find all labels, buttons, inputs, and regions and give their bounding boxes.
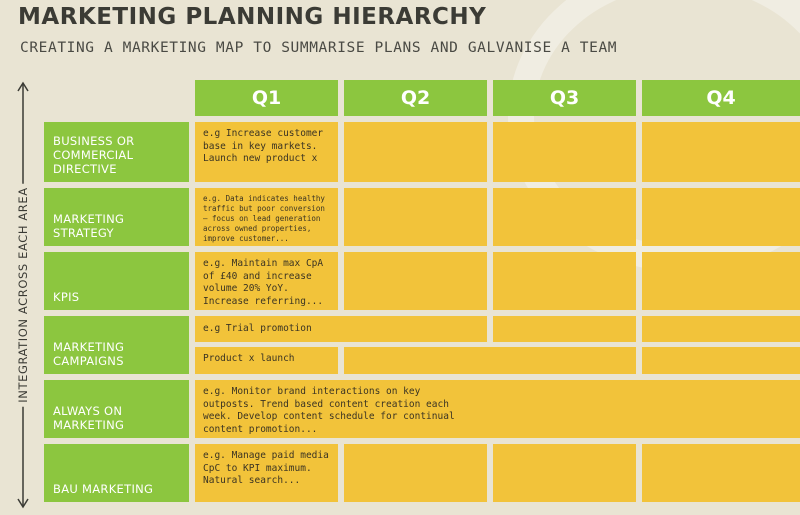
page-subtitle: CREATING A MARKETING MAP TO SUMMARISE PLANS AND GALVANISE A TEAM — [20, 40, 618, 56]
row-label-kpis — [44, 252, 189, 310]
row-label-business-directive — [44, 122, 189, 182]
cell-campaign-product-launch: Product x launch — [195, 347, 338, 374]
row-label-text: BUSINESS OR COMMERCIAL DIRECTIVE — [53, 134, 135, 176]
cell-bau-q4 — [642, 444, 800, 502]
cell-business-q2 — [344, 122, 487, 182]
cell-strategy-q3 — [493, 188, 636, 246]
row-label-text: MARKETING STRATEGY — [53, 212, 125, 240]
quarter-header-q2: Q2 — [344, 80, 487, 116]
quarter-header-q4: Q4 — [642, 80, 800, 116]
row-label-text: MARKETING CAMPAIGNS — [53, 340, 125, 368]
row-label-always-on-marketing — [44, 380, 189, 438]
cell-bau-q2 — [344, 444, 487, 502]
cell-campaign-row1-q3 — [493, 316, 636, 342]
row-label-marketing-strategy — [44, 188, 189, 246]
row-label-marketing-campaigns — [44, 316, 189, 374]
cell-campaign-row1-q4 — [642, 316, 800, 342]
integration-axis — [14, 80, 32, 510]
cell-bau-q3 — [493, 444, 636, 502]
cell-always-on-all-quarters: e.g. Monitor brand interactions on key outposts. Trend based content creation each week. Develop content schedule for continual content promotion... — [195, 380, 800, 438]
row-label-text: BAU MARKETING — [53, 482, 154, 496]
cell-business-q1: e.g Increase customer base in key markets. Launch new product x — [195, 122, 338, 182]
cell-business-q3 — [493, 122, 636, 182]
quarter-header-q1: Q1 — [195, 80, 338, 116]
cell-strategy-q1: e.g. Data indicates healthy traffic but poor conversion – focus on lead generation across owned properties, improve customer... — [195, 188, 338, 246]
cell-campaign-row2-q4 — [642, 347, 800, 374]
row-label-text: ALWAYS ON MARKETING — [53, 404, 125, 432]
page-title: MARKETING PLANNING HIERARCHY — [18, 4, 487, 30]
axis-label: INTEGRATION ACROSS EACH AREA — [16, 183, 30, 406]
cell-strategy-q2 — [344, 188, 487, 246]
row-label-bau-marketing — [44, 444, 189, 502]
cell-strategy-q4 — [642, 188, 800, 246]
cell-campaign-row2-q2-q3 — [344, 347, 636, 374]
cell-kpis-q3 — [493, 252, 636, 310]
quarter-header-q3: Q3 — [493, 80, 636, 116]
row-label-text: KPIS — [53, 290, 80, 304]
cell-kpis-q1: e.g. Maintain max CpA of £40 and increase volume 20% YoY. Increase referring... — [195, 252, 338, 310]
cell-campaign-trial-promotion: e.g Trial promotion — [195, 316, 487, 342]
cell-kpis-q4 — [642, 252, 800, 310]
cell-bau-q1: e.g. Manage paid media CpC to KPI maximum. Natural search... — [195, 444, 338, 502]
cell-kpis-q2 — [344, 252, 487, 310]
cell-business-q4 — [642, 122, 800, 182]
